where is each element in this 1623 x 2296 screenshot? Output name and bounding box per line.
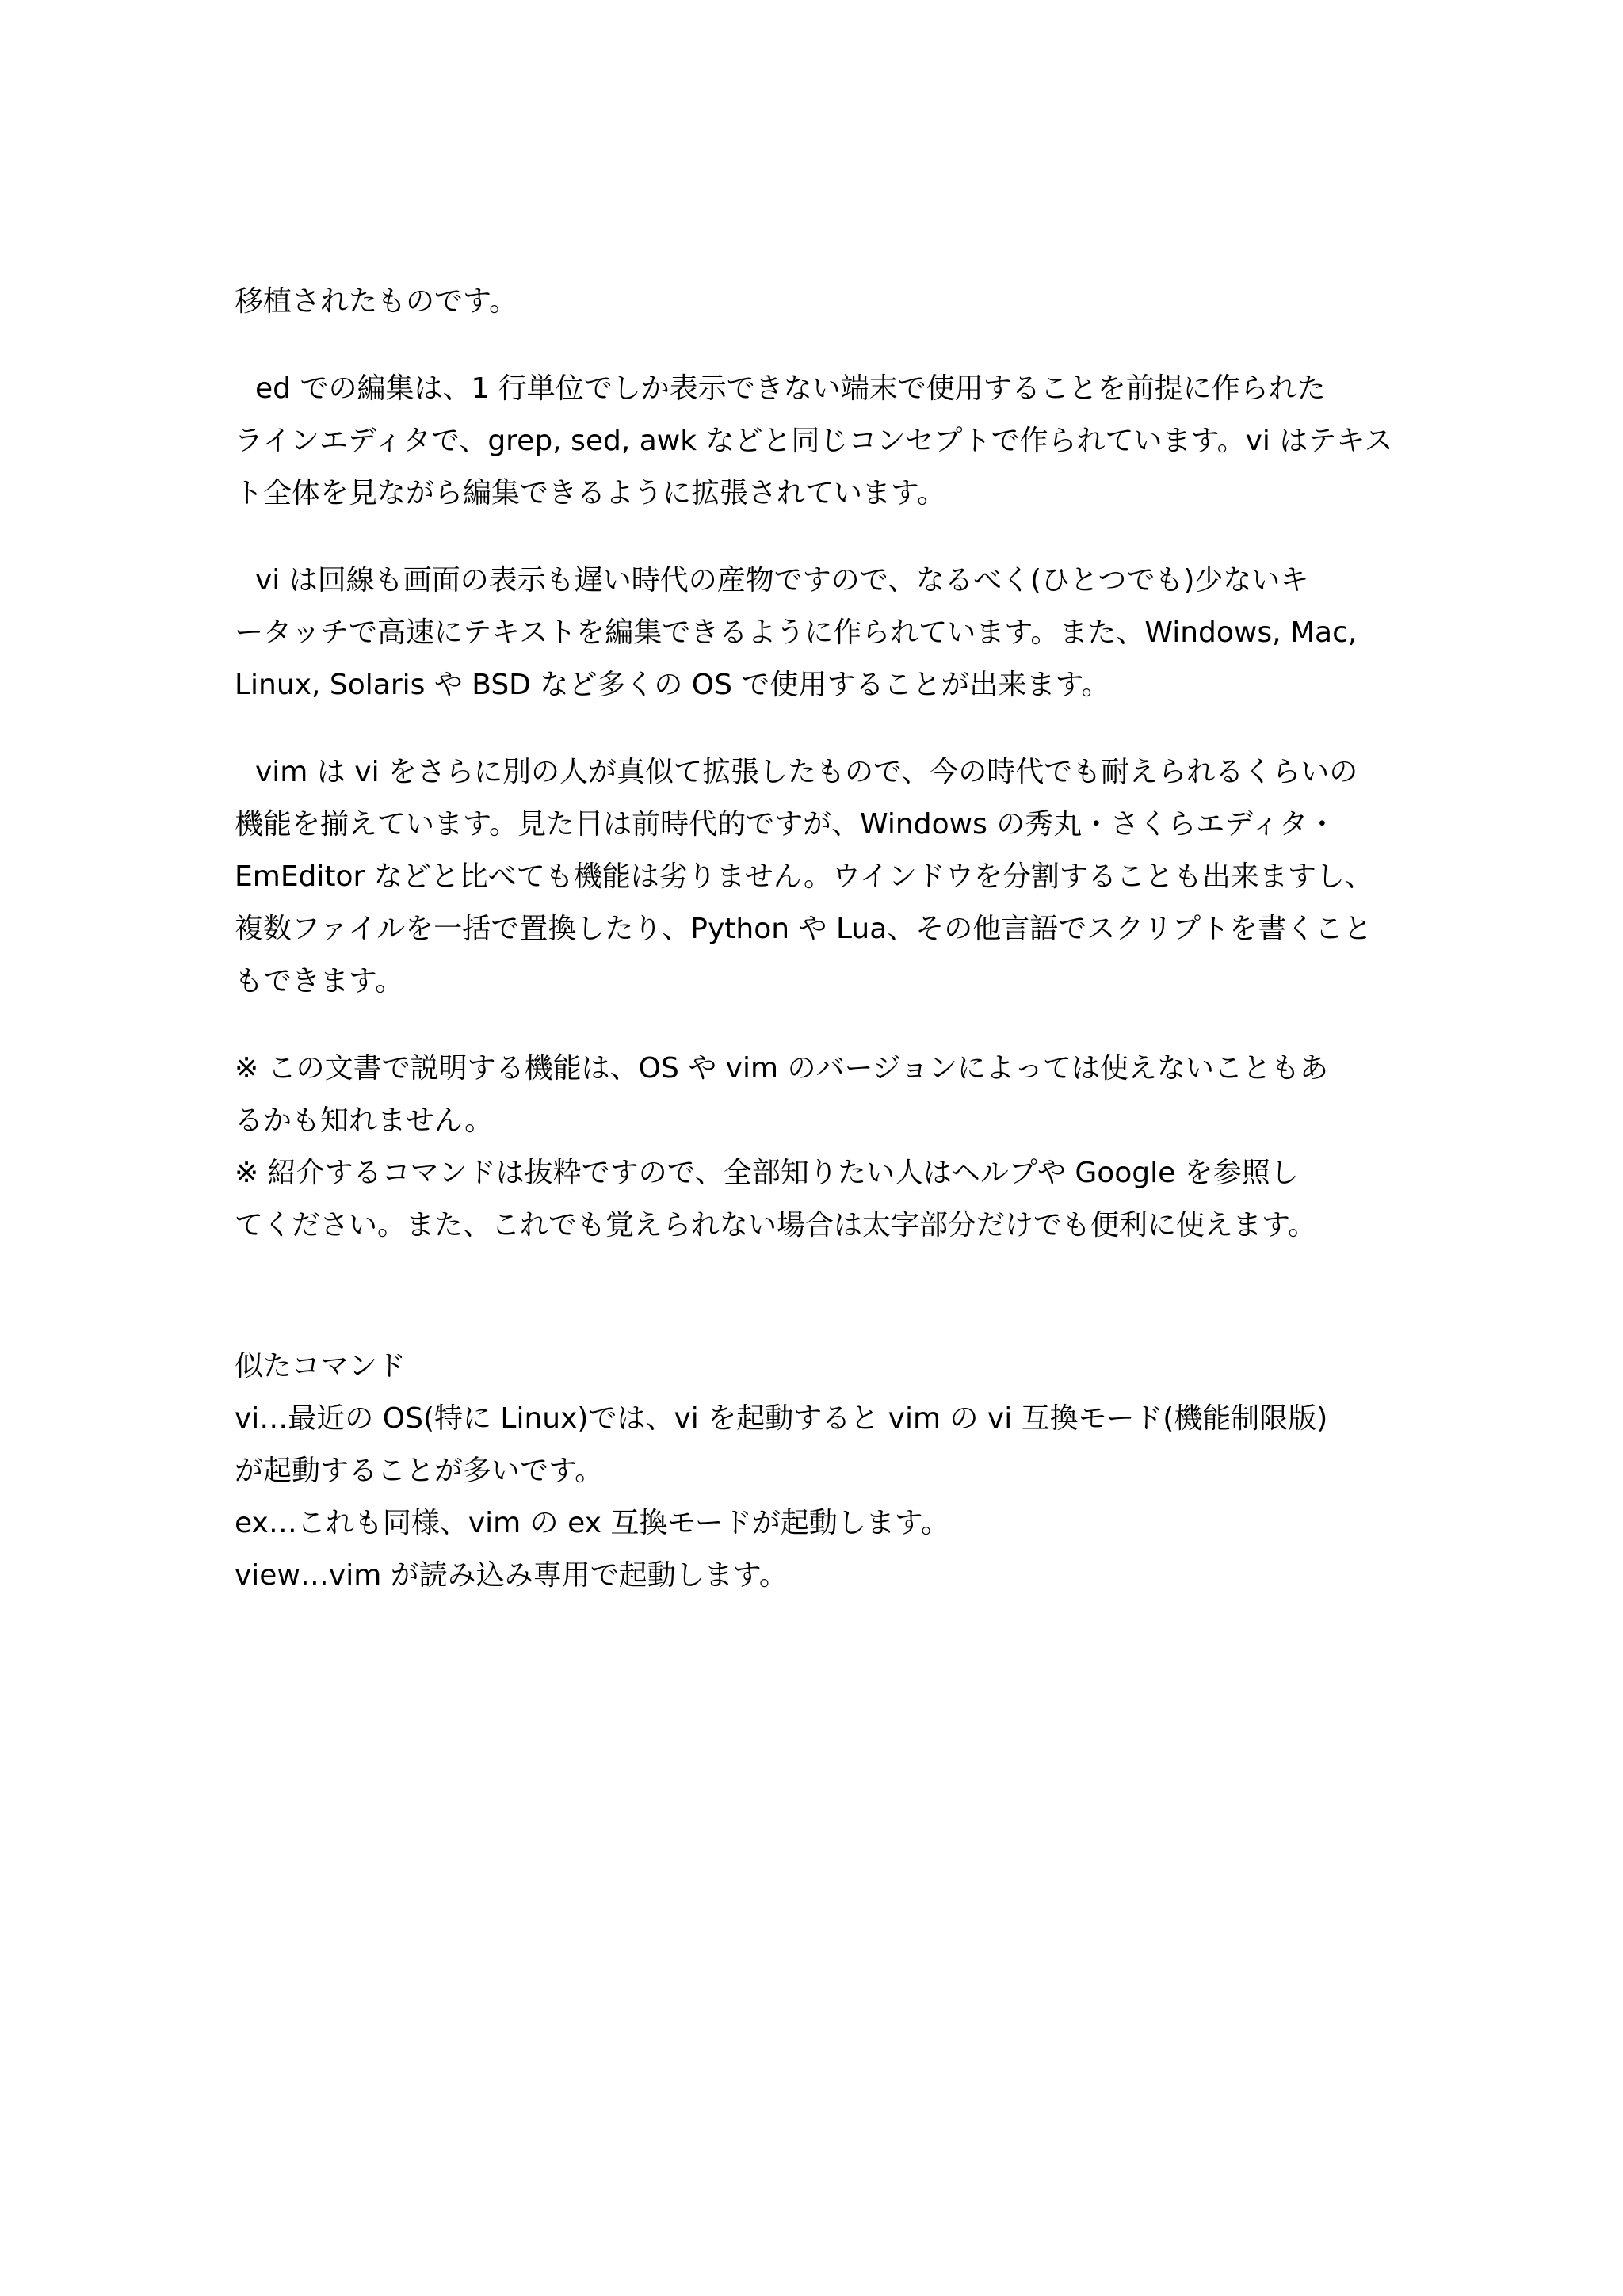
vim-paragraph-line: もできます。 bbox=[235, 965, 404, 997]
similar-commands-heading: 似たコマンド bbox=[235, 1350, 407, 1383]
ed-paragraph-line: ed での編集は、1 行単位でしか表示できない端末で使用することを前提に作られた bbox=[255, 372, 1326, 405]
note-line: ※ 紹介するコマンドは抜粋ですので、全部知りたい人はヘルプや Google を参照し bbox=[235, 1157, 1299, 1189]
vim-paragraph-line: 複数ファイルを一括で置換したり、Python や Lua、その他言語でスクリプトを書くこと bbox=[235, 913, 1373, 945]
note-line: るかも知れません。 bbox=[235, 1104, 494, 1137]
vim-paragraph-line: EmEditor などと比べても機能は劣りません。ウインドウを分割することも出来ますし、 bbox=[235, 860, 1373, 893]
similar-commands-line: ex…これも同様、vim の ex 互換モードが起動します。 bbox=[235, 1507, 950, 1539]
vi-paragraph-line: vi は回線も画面の表示も遅い時代の産物ですので、なるべく(ひとつでも)少ないキ bbox=[255, 564, 1309, 597]
note-line: てください。また、これでも覚えられない場合は太字部分だけでも便利に使えます。 bbox=[235, 1209, 1317, 1241]
vim-paragraph-line: vim は vi をさらに別の人が真似て拡張したもので、今の時代でも耐えられるくらいの bbox=[255, 756, 1358, 788]
ed-paragraph-line: ラインエディタで、grep, sed, awk などと同じコンセプトで作られています。vi はテキス bbox=[235, 425, 1393, 457]
vi-paragraph-line: Linux, Solaris や BSD など多くの OS で使用することが出来ます。 bbox=[235, 669, 1110, 701]
similar-commands-line: が起動することが多いです。 bbox=[235, 1455, 604, 1487]
intro-tail-line: 移植されたものです。 bbox=[235, 285, 518, 318]
document-body bbox=[235, 276, 1403, 1602]
similar-commands-line: view…vim が読み込み専用で起動します。 bbox=[235, 1559, 788, 1592]
note-line: ※ この文書で説明する機能は、OS や vim のバージョンによっては使えないこともあ bbox=[235, 1052, 1329, 1085]
vi-paragraph-line: ータッチで高速にテキストを編集できるように作られています。また、Windows, Mac, bbox=[235, 616, 1358, 649]
vim-paragraph-line: 機能を揃えています。見た目は前時代的ですが、Windows の秀丸・さくらエディタ・ bbox=[235, 808, 1337, 841]
similar-commands-line: vi…最近の OS(特に Linux)では、vi を起動すると vim の vi 互換モード(機能制限版) bbox=[235, 1402, 1328, 1435]
ed-paragraph-line: ト全体を見ながら編集できるように拡張されています。 bbox=[235, 477, 946, 509]
